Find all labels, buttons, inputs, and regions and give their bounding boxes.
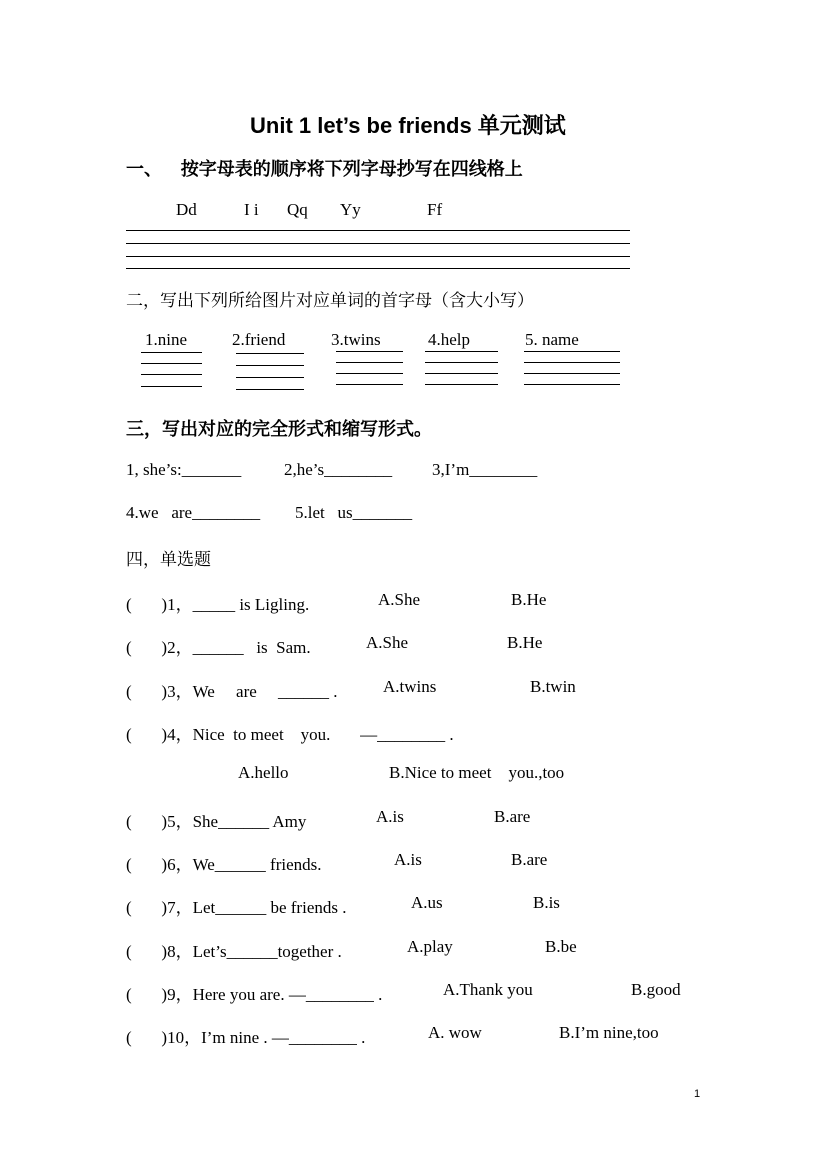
option-b: B.good xyxy=(631,980,681,999)
option-a: A.She xyxy=(366,633,409,652)
fill-blank: 2,he’s________ xyxy=(284,460,393,479)
fill-blank: 1, she’s:_______ xyxy=(126,460,242,479)
page-title: Unit 1 let’s be friends 单元测试 xyxy=(250,113,566,138)
question-text: ( )5，She______ Amy xyxy=(126,812,307,831)
page-number: 1 xyxy=(694,1088,701,1100)
word-label: 1.nine xyxy=(145,330,188,349)
section-2-heading: 二，写出下列所给图片对应单词的首字母（含大小写） xyxy=(126,291,534,311)
option-b: B.He xyxy=(511,590,547,609)
word-label: 3.twins xyxy=(331,330,381,349)
option-a: A.twins xyxy=(383,677,437,696)
letter-pair: Dd xyxy=(176,200,197,219)
option-a: A.hello xyxy=(238,763,289,782)
word-label: 2.friend xyxy=(232,330,286,349)
option-a: A. wow xyxy=(428,1023,482,1042)
question-text: ( )10，I’m nine . —________ . xyxy=(126,1028,366,1047)
letter-pair: Ff xyxy=(427,200,443,219)
letter-pair: Yy xyxy=(340,200,361,219)
option-a: A.is xyxy=(394,850,422,869)
question-text: ( )6，We______ friends. xyxy=(126,855,322,874)
question-text: ( )4，Nice to meet you. —________ . xyxy=(126,725,454,744)
word-label: 5. name xyxy=(525,330,579,349)
question-text: ( )2，______ is Sam. xyxy=(126,638,311,657)
fill-blank: 3,I’m________ xyxy=(432,460,538,479)
option-b: B.be xyxy=(545,937,577,956)
option-b: B.He xyxy=(507,633,543,652)
option-b: B.are xyxy=(494,807,531,826)
section-3-heading: 三，写出对应的完全形式和缩写形式。 xyxy=(126,419,432,440)
option-a: A.She xyxy=(378,590,421,609)
question-text: ( )1，_____ is Ligling. xyxy=(126,595,310,614)
question-text: ( )3，We are ______ . xyxy=(126,682,338,701)
section-4-heading: 四，单选题 xyxy=(126,550,211,570)
option-b: B.are xyxy=(511,850,548,869)
option-a: A.us xyxy=(411,893,443,912)
question-text: ( )8，Let’s______together . xyxy=(126,942,342,961)
option-a: A.Thank you xyxy=(443,980,533,999)
question-text: ( )9，Here you are. —________ . xyxy=(126,985,383,1004)
word-label: 4.help xyxy=(428,330,471,349)
option-b: B.is xyxy=(533,893,560,912)
option-a: A.is xyxy=(376,807,404,826)
option-b: B.twin xyxy=(530,677,576,696)
fill-blank: 5.let us_______ xyxy=(295,503,413,522)
option-b: B.Nice to meet you.,too xyxy=(389,763,565,782)
letter-pair: I i xyxy=(244,200,259,219)
question-text: ( )7，Let______ be friends . xyxy=(126,898,347,917)
option-b: B.I’m nine,too xyxy=(559,1023,659,1042)
option-a: A.play xyxy=(407,937,453,956)
fill-blank: 4.we are________ xyxy=(126,503,261,522)
letter-pair: Qq xyxy=(287,200,308,219)
section-1-heading: 一、 按字母表的顺序将下列字母抄写在四线格上 xyxy=(126,159,523,180)
